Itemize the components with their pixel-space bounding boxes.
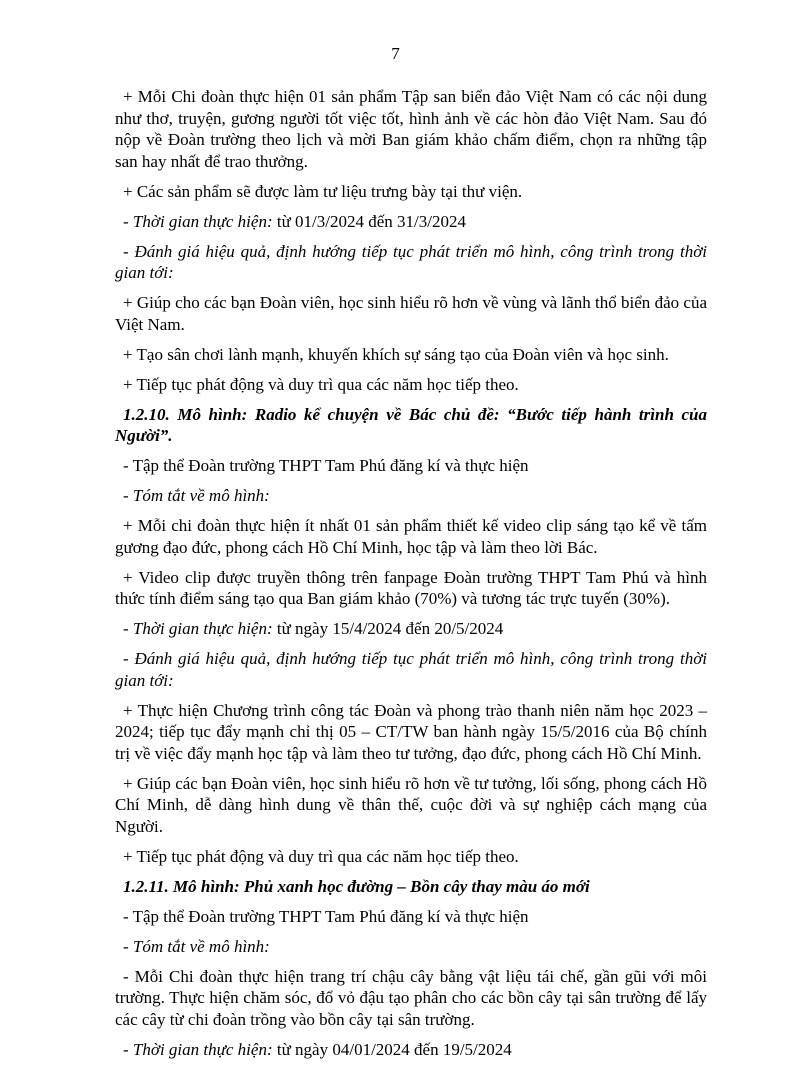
paragraph-tom-tat-2: - Tóm tắt về mô hình: [123,936,270,956]
paragraph-thoi-gian-3 [115,1039,707,1061]
paragraph-chuong-trinh: + Thực hiện Chương trình công tác Đoàn và phong trào thanh niên năm học 2023 – 2024; tiếp tục đẩy mạnh chỉ thị 05 – CT/TW ban hành ngày 15/5/2016 của Bộ chính trị về việc đẩy mạnh học tập và làm theo tư tưởng, đạo đức, phong cách Hồ Chí Minh. [115,700,707,763]
paragraph-danh-gia-2: - Đánh giá hiệu quả, định hướng tiếp tục phát triển mô hình, công trình trong thời gian tới: [115,649,707,690]
paragraph-tu-lieu: + Các sản phẩm sẽ được làm tư liệu trưng bày tại thư viện. [123,181,523,201]
paragraph-tap-the-1: - Tập thể Đoàn trường THPT Tam Phú đăng kí và thực hiện [123,456,529,475]
value-thoi-gian: từ ngày 15/4/2024 đến 20/5/2024 [272,619,504,638]
paragraph-tu-tuong: + Giúp các bạn Đoàn viên, học sinh hiểu rõ hơn về tư tưởng, lối sống, phong cách Hồ Chí Minh, dễ dàng hình dung về thân thế, cuộc đời và sự nghiệp cách mạng của Người. [115,773,707,836]
paragraph-giup-cho: + Giúp cho các bạn Đoàn viên, học sinh hiểu rõ hơn về vùng và lãnh thổ biển đảo của Việt Nam. [115,293,707,334]
page-number: 7 [391,44,400,63]
paragraph-thoi-gian-2 [115,618,707,640]
label-thoi-gian: - Thời gian thực hiện: [123,619,273,638]
heading-1-2-11: 1.2.11. Mô hình: Phủ xanh học đường – Bồn cây thay màu áo mới [123,876,590,896]
paragraph-tiep-tuc-1: + Tiếp tục phát động và duy trì qua các năm học tiếp theo. [123,374,519,394]
heading-1-2-10: 1.2.10. Mô hình: Radio kể chuyện về Bác chủ đề: “Bước tiếp hành trình của Người”. [115,404,707,445]
paragraph-fanpage: + Video clip được truyền thông trên fanpage Đoàn trường THPT Tam Phú và hình thức tính điểm sáng tạo qua Ban giám khảo (70%) và tương tác trực tuyến (30%). [115,567,707,608]
paragraph-tap-the-2: - Tập thể Đoàn trường THPT Tam Phú đăng kí và thực hiện [123,906,529,926]
value-thoi-gian: từ 01/3/2024 đến 31/3/2024 [272,211,466,231]
document-body [115,86,707,1069]
paragraph-danh-gia-1: - Đánh giá hiệu quả, định hướng tiếp tục phát triển mô hình, công trình trong thời gian tới: [115,241,707,282]
paragraph-chau-cay: - Mỗi Chi đoàn thực hiện trang trí chậu cây bằng vật liệu tái chế, gần gũi với môi trường. Thực hiện chăm sóc, đổ vỏ đậu tạo phân cho các bồn cây tại sân trường để lấy các cây từ chi đoàn trồng vào bồn cây tại sân trường. [115,966,707,1029]
paragraph-video-clip: + Mỗi chi đoàn thực hiện ít nhất 01 sản phẩm thiết kế video clip sáng tạo kể về tấm gương đạo đức, phong cách Hồ Chí Minh, học tập và làm theo lời Bác. [115,516,707,557]
value-thoi-gian: từ ngày 04/01/2024 đến 19/5/2024 [272,1039,512,1059]
paragraph-tom-tat-1: - Tóm tắt về mô hình: [123,486,270,505]
label-thoi-gian: - Thời gian thực hiện: [123,1039,273,1059]
label-thoi-gian: - Thời gian thực hiện: [123,211,273,231]
paragraph-tap-san: + Mỗi Chi đoàn thực hiện 01 sản phẩm Tập san biển đảo Việt Nam có các nội dung như thơ, truyện, gương người tốt việc tốt, hình ảnh về các hòn đảo Việt Nam. Sau đó nộp về Đoàn trường theo lịch và mời Ban giám khảo chấm điểm, chọn ra những tập san hay nhất để trao thưởng. [115,87,707,171]
paragraph-thoi-gian-1 [115,211,707,233]
paragraph-san-choi: + Tạo sân chơi lành mạnh, khuyến khích sự sáng tạo của Đoàn viên và học sinh. [123,344,669,364]
paragraph-tiep-tuc-2: + Tiếp tục phát động và duy trì qua các năm học tiếp theo. [123,846,519,866]
